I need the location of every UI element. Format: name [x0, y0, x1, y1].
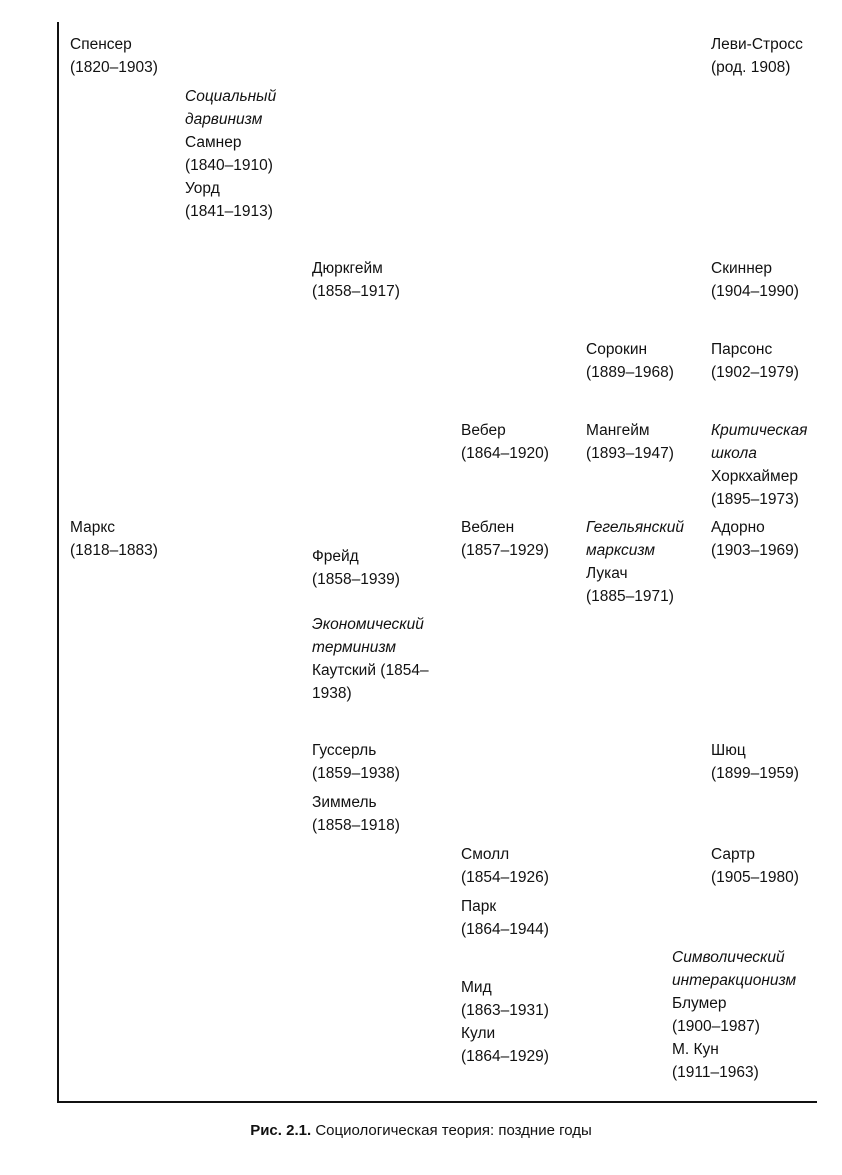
- school-label: дарвинизм: [185, 111, 263, 128]
- theorist-text: Лукач: [586, 565, 628, 582]
- theorist-freud: [312, 545, 400, 591]
- theorist-text: Самнер: [185, 134, 242, 151]
- school-label: Критическая: [711, 422, 808, 439]
- figure-number: Рис. 2.1.: [250, 1122, 312, 1139]
- school-label: Социальный: [185, 88, 277, 105]
- theorist-text: Каутский (1854–: [312, 662, 429, 679]
- theorist-schutz: [711, 739, 799, 785]
- theorist-durkheim: [312, 257, 400, 303]
- theorist-text: (1889–1968): [586, 364, 674, 381]
- theorist-text: (1911–1963): [672, 1064, 759, 1081]
- theorist-text: (1904–1990): [711, 283, 799, 300]
- theorist-text: (1841–1913): [185, 203, 273, 220]
- theorist-weber: [461, 419, 549, 465]
- theorist-text: (род. 1908): [711, 59, 791, 76]
- figure-caption: [0, 1122, 842, 1139]
- theorist-text: Фрейд: [312, 548, 359, 565]
- theorist-text: Сорокин: [586, 341, 648, 358]
- school-label: Символический: [672, 949, 785, 966]
- theorist-marx: [70, 516, 158, 562]
- theorist-sorokin: [586, 338, 674, 384]
- theorist-text: Парсонс: [711, 341, 773, 358]
- school-label: Экономический: [312, 616, 424, 633]
- theorist-text: Адорно: [711, 519, 765, 536]
- theorist-critical-school: [711, 419, 807, 511]
- theorist-veblen: [461, 516, 549, 562]
- theorist-text: Гуссерль: [312, 742, 377, 759]
- theorist-text: (1858–1918): [312, 817, 400, 834]
- theorist-text: (1902–1979): [711, 364, 799, 381]
- theorist-parsons: [711, 338, 799, 384]
- theorist-mannheim: [586, 419, 674, 465]
- theorist-simmel: [312, 791, 400, 837]
- theorist-text: Леви-Стросс: [711, 36, 803, 53]
- theorist-text: (1854–1926): [461, 869, 549, 886]
- theorist-sartre: [711, 843, 799, 889]
- theorist-text: Сартр: [711, 846, 755, 863]
- theorist-small: [461, 843, 549, 889]
- theorist-social-darwinism: [185, 85, 276, 223]
- theorist-text: Вебер: [461, 422, 506, 439]
- theorist-text: Мангейм: [586, 422, 650, 439]
- theorist-text: (1864–1944): [461, 921, 549, 938]
- school-label: школа: [711, 445, 757, 462]
- theorist-text: Дюркгейм: [312, 260, 383, 277]
- theorist-text: (1818–1883): [70, 542, 158, 559]
- theorist-text: (1857–1929): [461, 542, 549, 559]
- theorist-text: М. Кун: [672, 1041, 719, 1058]
- theorist-text: Скиннер: [711, 260, 772, 277]
- theorist-hegelian-marxism: [586, 516, 684, 608]
- diagram-frame: [57, 22, 817, 1103]
- theorist-symbolic-interactionism: [672, 946, 796, 1084]
- theorist-text: 1938): [312, 685, 352, 702]
- theorist-text: (1864–1929): [461, 1048, 549, 1065]
- theorist-text: (1858–1939): [312, 571, 400, 588]
- theorist-text: Зиммель: [312, 794, 377, 811]
- theorist-text: Блумер: [672, 995, 727, 1012]
- theorist-text: (1859–1938): [312, 765, 400, 782]
- figure-caption-text: Социологическая теория: поздние годы: [315, 1122, 592, 1139]
- theorist-text: Парк: [461, 898, 497, 915]
- theorist-text: Веблен: [461, 519, 515, 536]
- theorist-text: Маркс: [70, 519, 116, 536]
- school-label: Гегельянский: [586, 519, 684, 536]
- school-label: интеракционизм: [672, 972, 797, 989]
- theorist-text: (1903–1969): [711, 542, 799, 559]
- theorist-text: Мид: [461, 979, 492, 996]
- theorist-text: (1864–1920): [461, 445, 549, 462]
- theorist-mead-cooley: [461, 976, 549, 1068]
- theorist-text: (1895–1973): [711, 491, 799, 508]
- theorist-text: Смолл: [461, 846, 510, 863]
- theorist-text: Шюц: [711, 742, 746, 759]
- theorist-text: (1820–1903): [70, 59, 158, 76]
- school-label: марксизм: [586, 542, 656, 559]
- school-label: терминизм: [312, 639, 397, 656]
- theorist-text: (1905–1980): [711, 869, 799, 886]
- theorist-economic-determinism: [312, 613, 429, 705]
- theorist-park: [461, 895, 549, 941]
- theorist-adorno: [711, 516, 799, 562]
- theorist-text: (1893–1947): [586, 445, 674, 462]
- theorist-text: (1899–1959): [711, 765, 799, 782]
- theorist-husserl: [312, 739, 400, 785]
- theorist-text: (1885–1971): [586, 588, 674, 605]
- theorist-text: Спенсер: [70, 36, 132, 53]
- theorist-spencer: [70, 33, 158, 79]
- theorist-text: (1863–1931): [461, 1002, 549, 1019]
- theorist-levi-strauss: [711, 33, 803, 79]
- theorist-text: (1900–1987): [672, 1018, 760, 1035]
- theorist-text: Кули: [461, 1025, 496, 1042]
- theorist-text: Уорд: [185, 180, 220, 197]
- theorist-skinner: [711, 257, 799, 303]
- theorist-text: Хоркхаймер: [711, 468, 798, 485]
- theorist-text: (1858–1917): [312, 283, 400, 300]
- theorist-text: (1840–1910): [185, 157, 273, 174]
